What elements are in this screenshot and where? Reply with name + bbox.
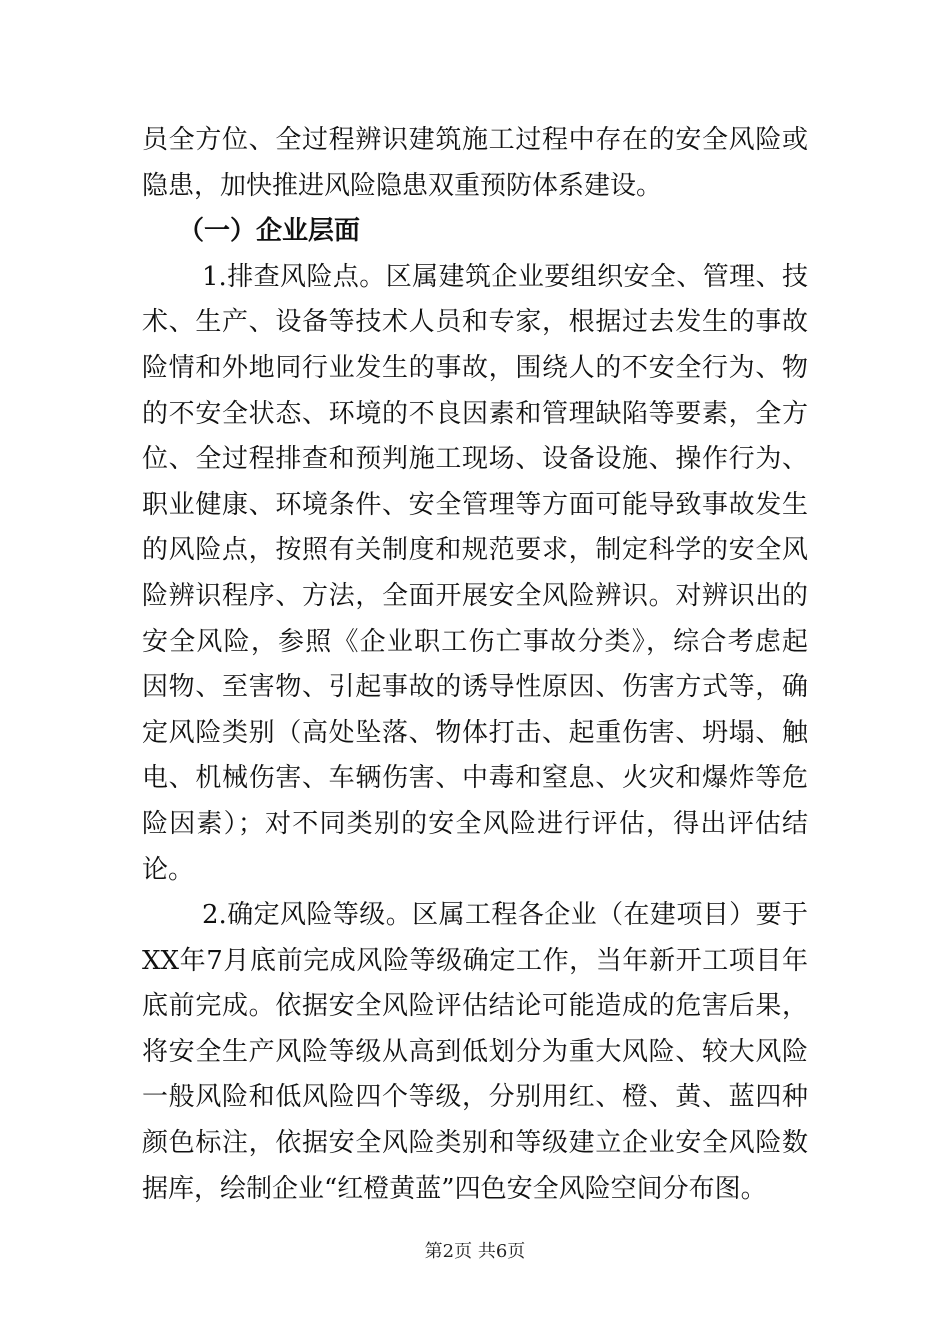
text-line: 定风险类别（高处坠落、物体打击、起重伤害、坍塌、触	[142, 717, 808, 748]
text-line: 职业健康、环境条件、安全管理等方面可能导致事故发生	[142, 489, 808, 520]
document-body	[142, 118, 808, 1212]
text-line: 险因素）；对不同类别的安全风险进行评估，得出评估结	[142, 808, 808, 839]
page-footer: 第2页 共6页	[424, 1241, 526, 1262]
text-line: 员全方位、全过程辨识建筑施工过程中存在的安全风险或	[142, 125, 808, 155]
text-line: 颜色标注，依据安全风险类别和等级建立企业安全风险数	[142, 1128, 808, 1159]
text-line: 位、全过程排查和预判施工现场、设备设施、操作行为、	[142, 444, 808, 475]
text-line: 将安全生产风险等级从高到低划分为重大风险、较大风险	[142, 1036, 808, 1067]
text-line: 安全风险，参照《企业职工伤亡事故分类》，综合考虑起	[142, 626, 808, 657]
text-line: 的风险点，按照有关制度和规范要求，制定科学的安全风	[142, 535, 808, 566]
text-line: XX年7月底前完成风险等级确定工作，当年新开工项目年	[142, 945, 808, 976]
text-line: 险辨识程序、方法，全面开展安全风险辨识。对辨识出的	[142, 580, 808, 611]
text-line: 险情和外地同行业发生的事故，围绕人的不安全行为、物	[142, 352, 808, 383]
text-line: 据库，绘制企业“红橙黄蓝”四色安全风险空间分布图。	[142, 1173, 767, 1204]
text-line: 术、生产、设备等技术人员和专家，根据过去发生的事故	[142, 307, 808, 338]
text-line: 2.确定风险等级。区属工程各企业（在建项目）要于	[202, 900, 808, 931]
section-heading: （一）企业层面	[178, 216, 361, 247]
text-line: 因物、至害物、引起事故的诱导性原因、伤害方式等，确	[142, 672, 808, 703]
text-line: 1.排查风险点。区属建筑企业要组织安全、管理、技	[202, 261, 808, 292]
text-line: 的不安全状态、环境的不良因素和管理缺陷等要素，全方	[142, 398, 808, 429]
text-line: 电、机械伤害、车辆伤害、中毒和窒息、火灾和爆炸等危	[142, 763, 808, 794]
text-line: 论。	[142, 854, 195, 885]
text-line: 底前完成。依据安全风险评估结论可能造成的危害后果，	[142, 991, 808, 1022]
text-line: 隐患，加快推进风险隐患双重预防体系建设。	[142, 170, 663, 201]
text-line: 一般风险和低风险四个等级，分别用红、橙、黄、蓝四种	[142, 1082, 808, 1113]
